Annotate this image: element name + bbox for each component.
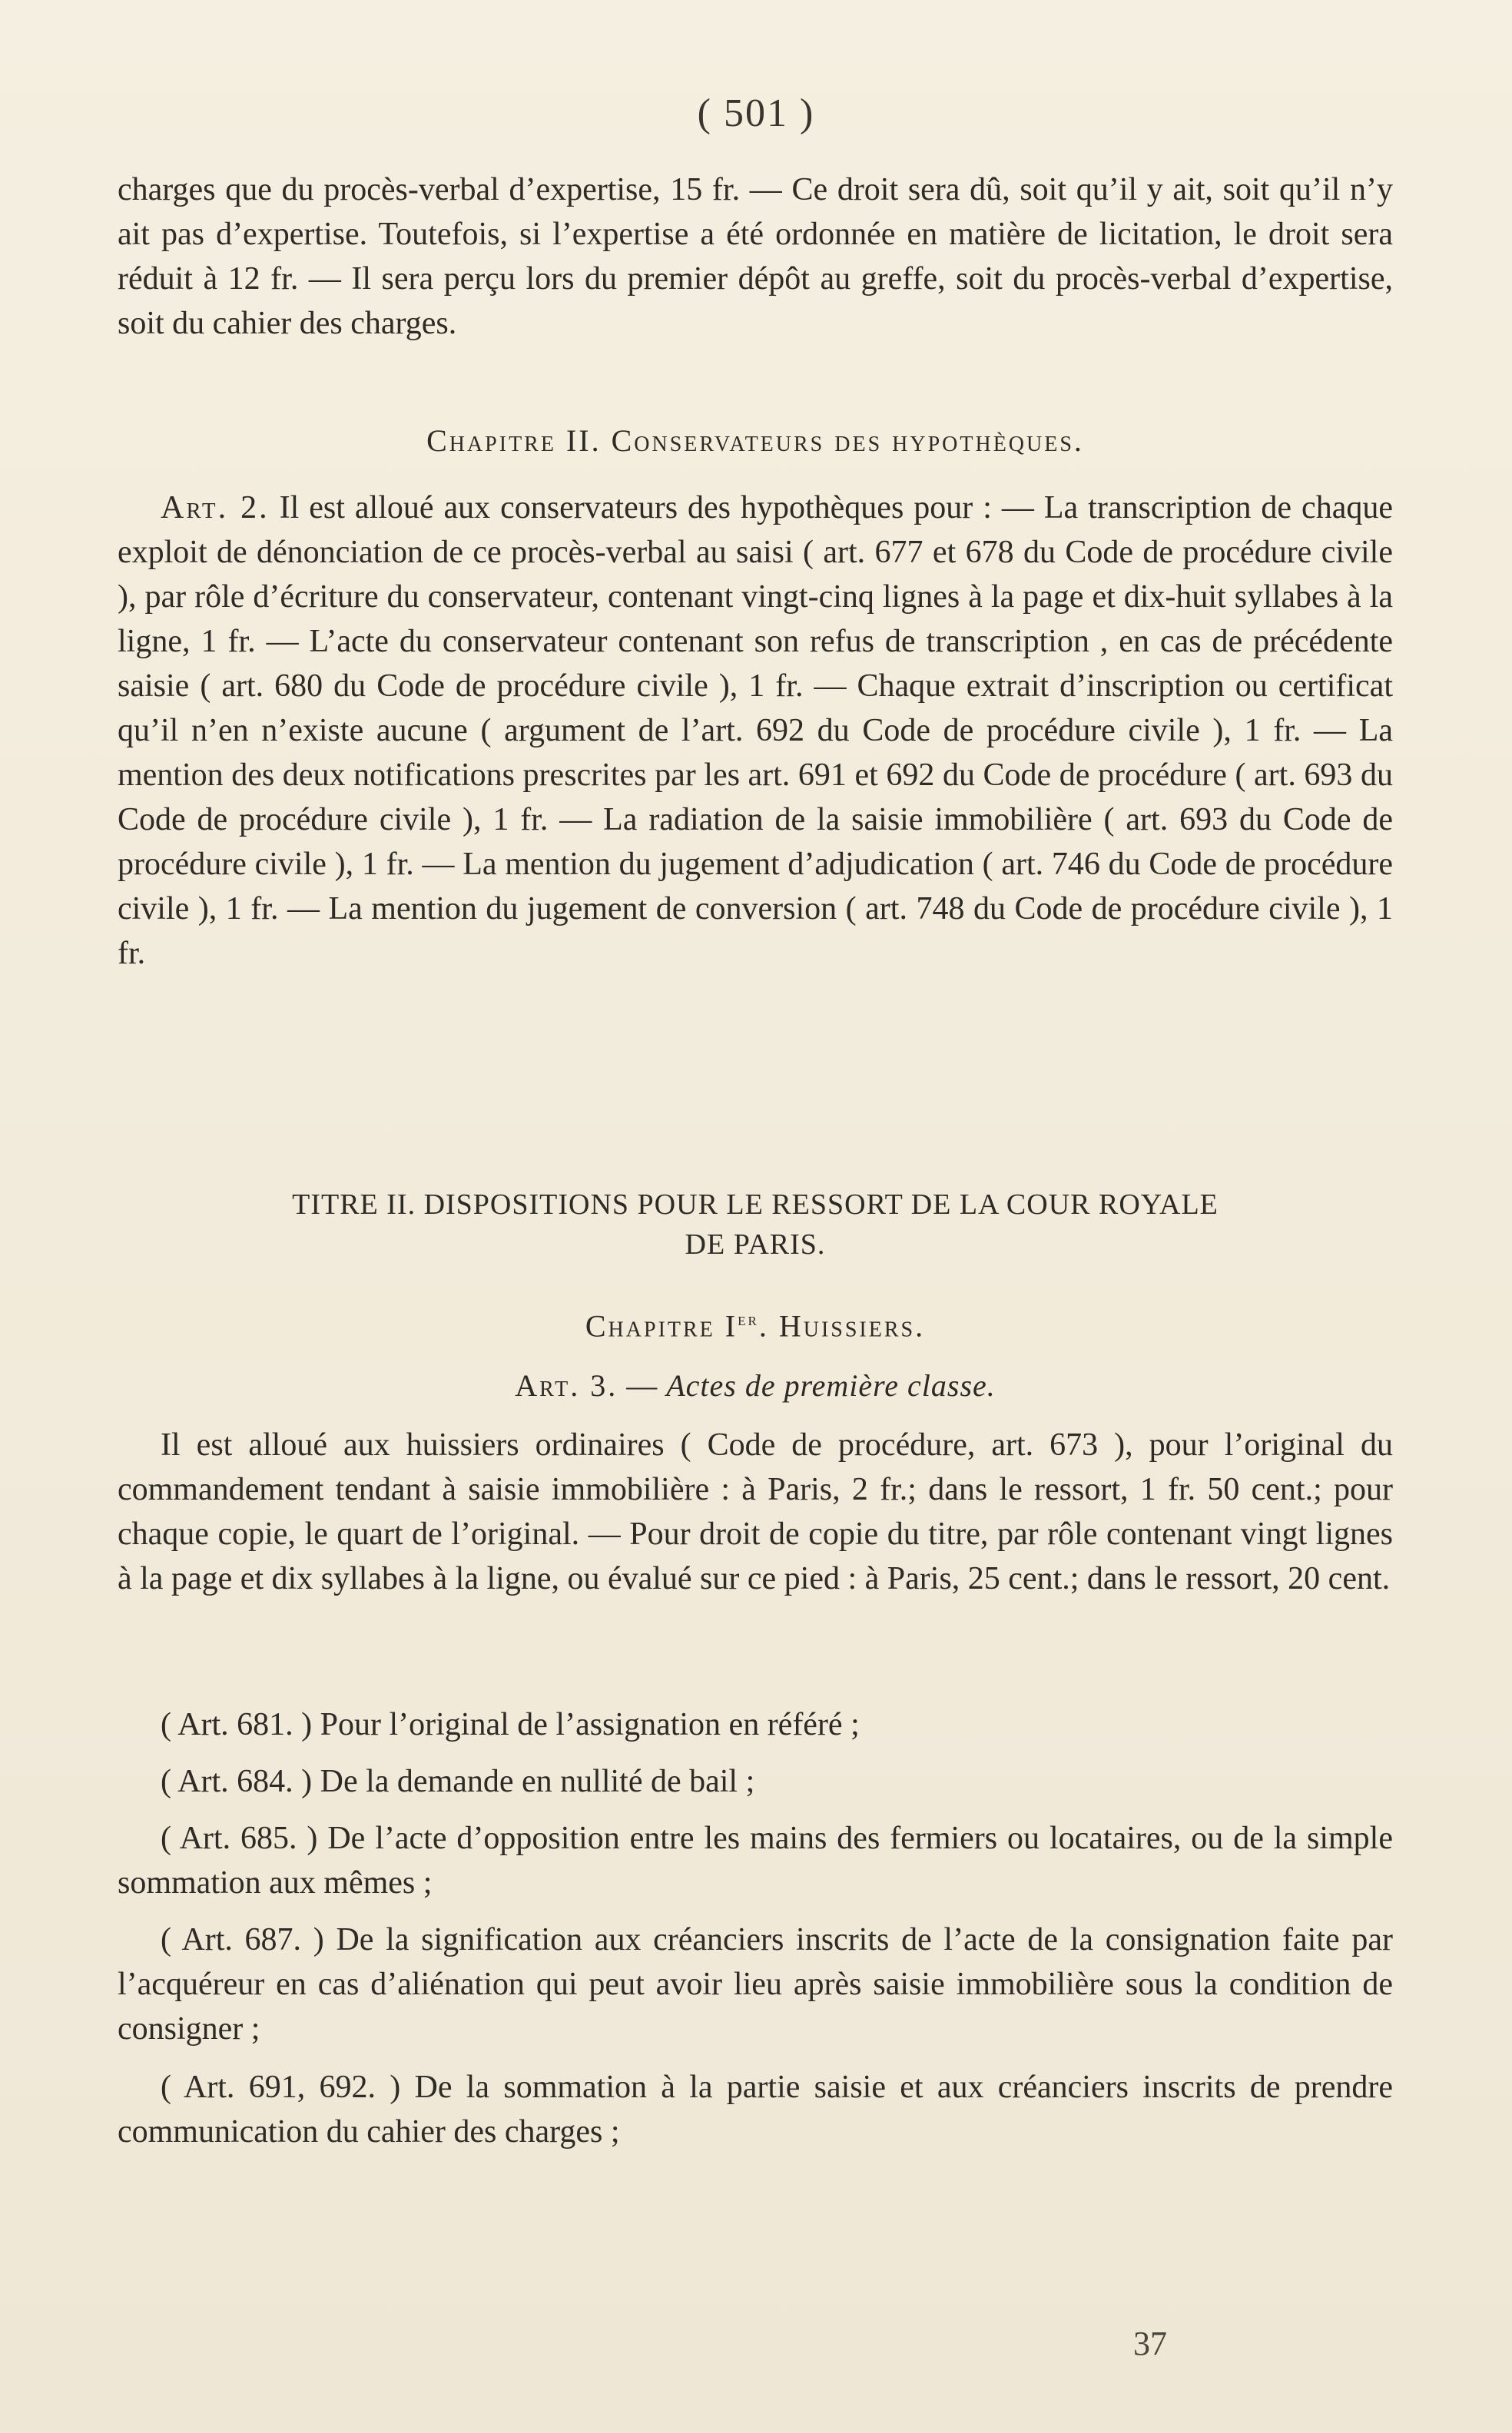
article-body: Il est alloué aux conservateurs des hypothèques pour : — La transcription de chaque exploit de dénonciation de ce procès-verbal au saisi ( art. 677 et 678 du Code de procédure civile ), par rôle d’écriture du conservateur, contenant vingt-cinq lignes à la page et dix-huit syllabes à la ligne, 1 fr. — L’acte du conservateur contenant son refus de transcription , en cas de précédente saisie ( art. 680 du Code de procédure civile ), 1 fr. — Chaque extrait d’inscription ou certificat qu’il n’en n’existe aucune ( argument de l’art. 692 du Code de procédure civile ), 1 fr. — La mention des deux notifications prescrites par les art. 691 et 692 du Code de procédure ( art. 693 du Code de procédure civile ), 1 fr. — La radiation de la saisie immobilière ( art. 693 du Code de procédure civile ), 1 fr. — La mention du jugement d’adjudication ( art. 746 du Code de procédure civile ), 1 fr. — La mention du jugement de conversion ( art. 748 du Code de procédure civile ), 1 fr.: [118, 490, 1393, 971]
chapter-title: [118, 1300, 1393, 1346]
entry-art-681: [118, 1702, 1393, 1747]
titre-line-2: DE PARIS.: [685, 1228, 826, 1261]
article-3-title: [118, 1366, 1393, 1406]
paragraph-huissiers: [118, 1423, 1393, 1601]
entry-art-687: [118, 1918, 1393, 2051]
paragraph-text: charges que du procès-verbal d’expertise, 15 fr. — Ce droit sera dû, soit qu’il y ait, soit qu’il n’y ait pas d’expertise. Toutefois, si l’expertise a été ordonnée en matière de licitation, le droit sera réduit à 12 fr. — Il sera perçu lors du premier dépôt au greffe, soit du procès-verbal d’expertise, soit du cahier des charges.: [118, 172, 1393, 341]
entry-art-684: [118, 1759, 1393, 1804]
signature-mark: 37: [1133, 2325, 1167, 2362]
paragraph-expertise: [118, 167, 1393, 346]
chapter-prefix: Chapitre I: [585, 1308, 738, 1344]
chapter-suffix: . Huissiers.: [758, 1308, 926, 1344]
entry-text: ( Art. 691, 692. ) De la sommation à la partie saisie et aux créanciers inscrits de prendre communication du cahier des charges ;: [118, 2070, 1393, 2150]
article-label: Art. 3.: [515, 1368, 618, 1403]
entry-art-685: [118, 1816, 1393, 1905]
article-label: Art. 2.: [161, 490, 270, 525]
chapter-heading-conservateurs: [118, 421, 1393, 461]
entry-text: ( Art. 685. ) De l’acte d’opposition entre les mains des fermiers ou locataires, ou de la simple sommation aux mêmes ;: [118, 1821, 1393, 1901]
titre-heading: [118, 1185, 1393, 1265]
article-3-heading: [118, 1366, 1393, 1406]
article-2-text: [118, 486, 1393, 976]
paragraph-text: Il est alloué aux huissiers ordinaires ( Code de procédure, art. 673 ), pour l’original du commandement tendant à saisie immobilière : à Paris, 2 fr.; dans le ressort, 1 fr. 50 cent.; pour chaque copie, le quart de l’original. — Pour droit de copie du titre, par rôle contenant vingt lignes à la page et dix syllabes à la ligne, ou évalué sur ce pied : à Paris, 25 cent.; dans le ressort, 20 cent.: [118, 1427, 1393, 1596]
page-number: ( 501 ): [697, 91, 815, 135]
entry-art-691-692: [118, 2065, 1393, 2154]
entry-text: ( Art. 681. ) Pour l’original de l’assignation en référé ;: [161, 1707, 860, 1742]
titre-line-1: TITRE II. DISPOSITIONS POUR LE RESSORT DE LA COUR ROYALE: [292, 1188, 1219, 1221]
chapter-heading-huissiers: [118, 1300, 1393, 1346]
chapter-superscript: er: [738, 1310, 759, 1330]
entry-text: ( Art. 687. ) De la signification aux créanciers inscrits de l’acte de la consignation faite par l’acquéreur en cas d’aliénation qui peut avoir lieu après saisie immobilière sous la condition de consigner ;: [118, 1922, 1393, 2047]
chapter-title: Chapitre II. Conservateurs des hypothèques.: [426, 423, 1084, 458]
article-2: [118, 486, 1393, 976]
article-italic-title: Actes de première classe.: [666, 1368, 996, 1403]
article-dash: —: [618, 1368, 667, 1403]
entry-text: ( Art. 684. ) De la demande en nullité de bail ;: [161, 1764, 755, 1799]
